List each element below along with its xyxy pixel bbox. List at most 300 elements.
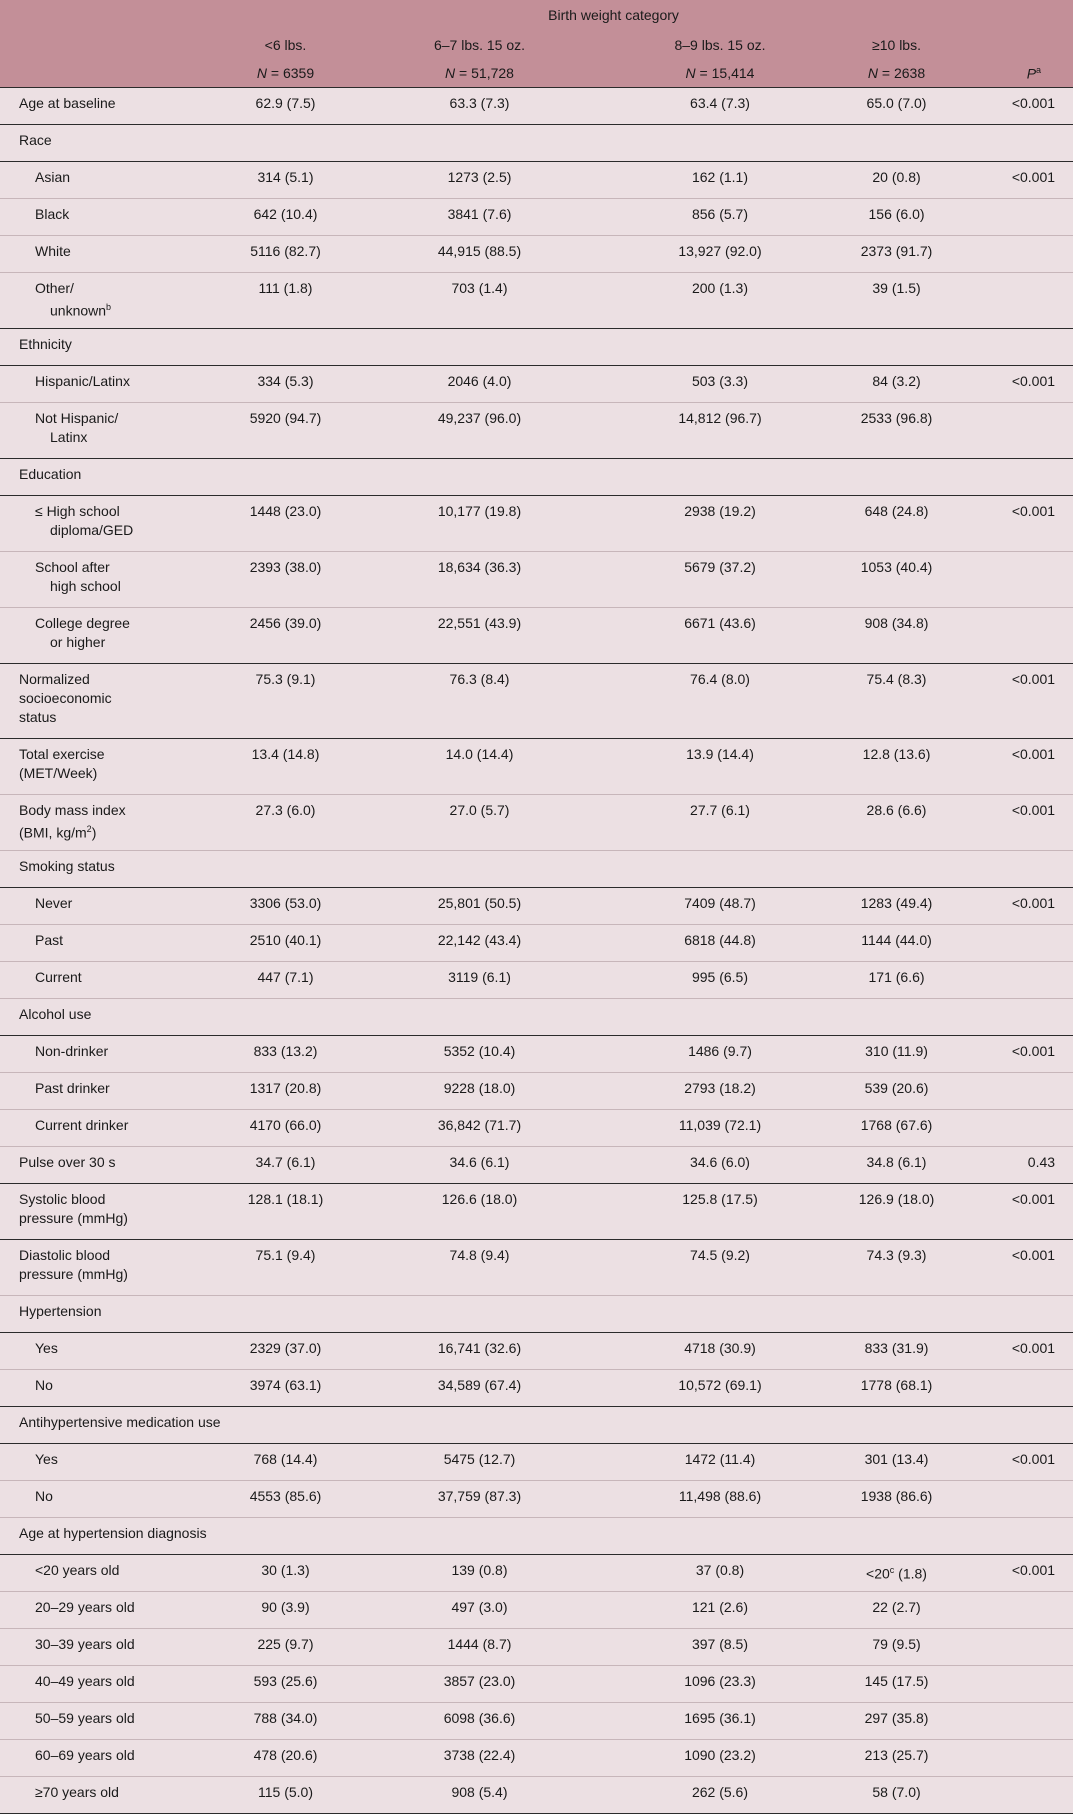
table-row bbox=[0, 125, 1073, 162]
value-cell bbox=[631, 1518, 809, 1555]
p-value-cell bbox=[984, 1592, 1073, 1629]
table-row bbox=[0, 236, 1073, 273]
n-value: N = 15,414 bbox=[631, 59, 809, 88]
row-label: Current bbox=[0, 962, 243, 999]
row-label: Total exercise (MET/Week) bbox=[0, 739, 243, 795]
table-row bbox=[0, 1518, 1073, 1555]
p-value-cell bbox=[984, 125, 1073, 162]
value-cell: 22 (2.7) bbox=[809, 1592, 984, 1629]
p-value-cell bbox=[984, 925, 1073, 962]
table-row bbox=[0, 273, 1073, 329]
value-cell: 128.1 (18.1) bbox=[243, 1184, 328, 1240]
value-cell: 593 (25.6) bbox=[243, 1666, 328, 1703]
value-cell: 478 (20.6) bbox=[243, 1740, 328, 1777]
value-cell: 856 (5.7) bbox=[631, 199, 809, 236]
value-cell: 1144 (44.0) bbox=[809, 925, 984, 962]
value-cell: 2046 (4.0) bbox=[328, 366, 631, 403]
value-cell: 65.0 (7.0) bbox=[809, 88, 984, 125]
p-value-cell bbox=[984, 273, 1073, 329]
table-row bbox=[0, 1592, 1073, 1629]
value-cell: $<20^c$ (1.8) bbox=[809, 1555, 984, 1592]
row-label: Normalized socioeconomic status bbox=[0, 664, 243, 739]
value-cell: 121 (2.6) bbox=[631, 1592, 809, 1629]
row-label: Non-drinker bbox=[0, 1036, 243, 1073]
value-cell: 14,812 (96.7) bbox=[631, 403, 809, 459]
row-label: Past drinker bbox=[0, 1073, 243, 1110]
value-cell: 62.9 (7.5) bbox=[243, 88, 328, 125]
value-cell bbox=[631, 1407, 809, 1444]
row-label: Alcohol use bbox=[0, 999, 243, 1036]
value-cell: 13.9 (14.4) bbox=[631, 739, 809, 795]
value-cell bbox=[328, 999, 631, 1036]
value-cell: 75.4 (8.3) bbox=[809, 664, 984, 739]
value-cell: 11,498 (88.6) bbox=[631, 1481, 809, 1518]
row-label: Black bbox=[0, 199, 243, 236]
header-blank bbox=[0, 0, 243, 30]
value-cell: 397 (8.5) bbox=[631, 1629, 809, 1666]
value-cell bbox=[631, 999, 809, 1036]
value-cell bbox=[243, 851, 328, 888]
column-header: 8–9 lbs. 15 oz. bbox=[631, 30, 809, 59]
value-cell: 13.4 (14.8) bbox=[243, 739, 328, 795]
value-cell bbox=[328, 1407, 631, 1444]
row-label: Age at hypertension diagnosis bbox=[0, 1518, 243, 1555]
value-cell bbox=[243, 329, 328, 366]
value-cell: 1053 (40.4) bbox=[809, 552, 984, 608]
p-value-cell: <0.001 bbox=[984, 739, 1073, 795]
value-cell: 84 (3.2) bbox=[809, 366, 984, 403]
table-row bbox=[0, 1110, 1073, 1147]
row-label: No bbox=[0, 1481, 243, 1518]
p-value-cell: <0.001 bbox=[984, 888, 1073, 925]
row-label: Other/ unknown$^b$ bbox=[0, 273, 243, 329]
value-cell: 63.3 (7.3) bbox=[328, 88, 631, 125]
value-cell: 162 (1.1) bbox=[631, 162, 809, 199]
row-label: College degree or higher bbox=[0, 608, 243, 664]
row-label: No bbox=[0, 1370, 243, 1407]
value-cell: 3857 (23.0) bbox=[328, 1666, 631, 1703]
value-cell: 1317 (20.8) bbox=[243, 1073, 328, 1110]
value-cell: 1273 (2.5) bbox=[328, 162, 631, 199]
table-row bbox=[0, 795, 1073, 851]
value-cell: 126.6 (18.0) bbox=[328, 1184, 631, 1240]
table-row bbox=[0, 888, 1073, 925]
table-row bbox=[0, 366, 1073, 403]
span-title: Birth weight category bbox=[548, 7, 679, 23]
value-cell bbox=[328, 851, 631, 888]
row-label: Not Hispanic/ Latinx bbox=[0, 403, 243, 459]
value-cell: 76.4 (8.0) bbox=[631, 664, 809, 739]
value-cell: 18,634 (36.3) bbox=[328, 552, 631, 608]
value-cell: 44,915 (88.5) bbox=[328, 236, 631, 273]
table-row bbox=[0, 1666, 1073, 1703]
value-cell: 34.7 (6.1) bbox=[243, 1147, 328, 1184]
value-cell: 139 (0.8) bbox=[328, 1555, 631, 1592]
value-cell: 79 (9.5) bbox=[809, 1629, 984, 1666]
value-cell: 30 (1.3) bbox=[243, 1555, 328, 1592]
value-cell: 642 (10.4) bbox=[243, 199, 328, 236]
value-cell: 90 (3.9) bbox=[243, 1592, 328, 1629]
value-cell: 5475 (12.7) bbox=[328, 1444, 631, 1481]
p-value-cell bbox=[984, 1296, 1073, 1333]
table-row bbox=[0, 1036, 1073, 1073]
row-label: Antihypertensive medication use bbox=[0, 1407, 243, 1444]
table-row bbox=[0, 88, 1073, 125]
p-value-cell: <0.001 bbox=[984, 1184, 1073, 1240]
row-label: Age at baseline bbox=[0, 88, 243, 125]
n-value: N = 51,728 bbox=[328, 59, 631, 88]
row-label: Pulse over 30 s bbox=[0, 1147, 243, 1184]
value-cell bbox=[243, 125, 328, 162]
value-cell: 34,589 (67.4) bbox=[328, 1370, 631, 1407]
value-cell: 833 (31.9) bbox=[809, 1333, 984, 1370]
value-cell bbox=[243, 459, 328, 496]
value-cell bbox=[243, 999, 328, 1036]
row-label: Education bbox=[0, 459, 243, 496]
table-row bbox=[0, 1703, 1073, 1740]
p-value-cell bbox=[984, 1370, 1073, 1407]
value-cell: 126.9 (18.0) bbox=[809, 1184, 984, 1240]
p-value-cell: <0.001 bbox=[984, 1555, 1073, 1592]
value-cell: 25,801 (50.5) bbox=[328, 888, 631, 925]
value-cell bbox=[631, 1296, 809, 1333]
value-cell: 10,177 (19.8) bbox=[328, 496, 631, 552]
value-cell bbox=[631, 851, 809, 888]
value-cell: 63.4 (7.3) bbox=[631, 88, 809, 125]
value-cell bbox=[243, 1296, 328, 1333]
value-cell: 34.8 (6.1) bbox=[809, 1147, 984, 1184]
value-cell bbox=[243, 1518, 328, 1555]
p-value-cell bbox=[984, 608, 1073, 664]
value-cell: 49,237 (96.0) bbox=[328, 403, 631, 459]
table-row bbox=[0, 851, 1073, 888]
header-blank-p bbox=[984, 30, 1073, 59]
value-cell bbox=[243, 1407, 328, 1444]
value-cell: 503 (3.3) bbox=[631, 366, 809, 403]
p-value-cell: <0.001 bbox=[984, 1036, 1073, 1073]
value-cell: 22,142 (43.4) bbox=[328, 925, 631, 962]
value-cell bbox=[328, 1518, 631, 1555]
row-label: Asian bbox=[0, 162, 243, 199]
n-value: N = 2638 bbox=[809, 59, 984, 88]
value-cell: 6671 (43.6) bbox=[631, 608, 809, 664]
row-label: Hypertension bbox=[0, 1296, 243, 1333]
row-label: Yes bbox=[0, 1333, 243, 1370]
row-label: 30–39 years old bbox=[0, 1629, 243, 1666]
p-value-cell: <0.001 bbox=[984, 664, 1073, 739]
p-value-cell bbox=[984, 1777, 1073, 1814]
value-cell: 74.3 (9.3) bbox=[809, 1240, 984, 1296]
p-value-cell bbox=[984, 1740, 1073, 1777]
row-label: White bbox=[0, 236, 243, 273]
row-label: Past bbox=[0, 925, 243, 962]
value-cell: 12.8 (13.6) bbox=[809, 739, 984, 795]
value-cell: 36,842 (71.7) bbox=[328, 1110, 631, 1147]
header-blank bbox=[0, 30, 243, 59]
table-row bbox=[0, 329, 1073, 366]
value-cell: 115 (5.0) bbox=[243, 1777, 328, 1814]
value-cell: 7409 (48.7) bbox=[631, 888, 809, 925]
value-cell: 6818 (44.8) bbox=[631, 925, 809, 962]
row-label: Smoking status bbox=[0, 851, 243, 888]
value-cell: 497 (3.0) bbox=[328, 1592, 631, 1629]
span-header bbox=[243, 0, 984, 30]
row-label: Systolic blood pressure (mmHg) bbox=[0, 1184, 243, 1240]
value-cell: 297 (35.8) bbox=[809, 1703, 984, 1740]
value-cell: 5116 (82.7) bbox=[243, 236, 328, 273]
value-cell: 1768 (67.6) bbox=[809, 1110, 984, 1147]
table-row bbox=[0, 1073, 1073, 1110]
row-label: Never bbox=[0, 888, 243, 925]
row-label: Body mass index (BMI, $kg/m^2$) bbox=[0, 795, 243, 851]
value-cell: 703 (1.4) bbox=[328, 273, 631, 329]
value-cell: 200 (1.3) bbox=[631, 273, 809, 329]
value-cell: 1444 (8.7) bbox=[328, 1629, 631, 1666]
table-row bbox=[0, 962, 1073, 999]
value-cell: 2393 (38.0) bbox=[243, 552, 328, 608]
value-cell: 1778 (68.1) bbox=[809, 1370, 984, 1407]
p-value-cell bbox=[984, 1110, 1073, 1147]
table-row bbox=[0, 1777, 1073, 1814]
p-value-cell bbox=[984, 1518, 1073, 1555]
p-value-cell: <0.001 bbox=[984, 162, 1073, 199]
value-cell: 3841 (7.6) bbox=[328, 199, 631, 236]
value-cell bbox=[631, 459, 809, 496]
p-value-cell bbox=[984, 236, 1073, 273]
value-cell: 28.6 (6.6) bbox=[809, 795, 984, 851]
value-cell: 2533 (96.8) bbox=[809, 403, 984, 459]
header-blank bbox=[0, 59, 243, 88]
row-label: Yes bbox=[0, 1444, 243, 1481]
table-row bbox=[0, 1370, 1073, 1407]
value-cell: 6098 (36.6) bbox=[328, 1703, 631, 1740]
value-cell: 111 (1.8) bbox=[243, 273, 328, 329]
value-cell: 833 (13.2) bbox=[243, 1036, 328, 1073]
table-row bbox=[0, 1555, 1073, 1592]
value-cell bbox=[328, 329, 631, 366]
header-blank-p bbox=[984, 0, 1073, 30]
table-header bbox=[0, 0, 1073, 88]
value-cell: 4718 (30.9) bbox=[631, 1333, 809, 1370]
value-cell: 1486 (9.7) bbox=[631, 1036, 809, 1073]
row-label: ≥70 years old bbox=[0, 1777, 243, 1814]
table-row bbox=[0, 739, 1073, 795]
table-row bbox=[0, 1184, 1073, 1240]
p-value-cell bbox=[984, 1073, 1073, 1110]
value-cell: 37,759 (87.3) bbox=[328, 1481, 631, 1518]
value-cell: 1096 (23.3) bbox=[631, 1666, 809, 1703]
column-header: <6 lbs. bbox=[243, 30, 328, 59]
value-cell: 27.3 (6.0) bbox=[243, 795, 328, 851]
table-row bbox=[0, 1240, 1073, 1296]
p-value-cell bbox=[984, 403, 1073, 459]
value-cell bbox=[809, 999, 984, 1036]
table-row bbox=[0, 459, 1073, 496]
value-cell: 3306 (53.0) bbox=[243, 888, 328, 925]
value-cell bbox=[328, 459, 631, 496]
value-cell: 648 (24.8) bbox=[809, 496, 984, 552]
value-cell: 20 (0.8) bbox=[809, 162, 984, 199]
value-cell: 27.0 (5.7) bbox=[328, 795, 631, 851]
value-cell: 11,039 (72.1) bbox=[631, 1110, 809, 1147]
table-row bbox=[0, 1444, 1073, 1481]
value-cell bbox=[631, 125, 809, 162]
value-cell: 1472 (11.4) bbox=[631, 1444, 809, 1481]
value-cell: 447 (7.1) bbox=[243, 962, 328, 999]
value-cell: 16,741 (32.6) bbox=[328, 1333, 631, 1370]
row-label: <20 years old bbox=[0, 1555, 243, 1592]
row-label: Ethnicity bbox=[0, 329, 243, 366]
value-cell: 788 (34.0) bbox=[243, 1703, 328, 1740]
table-row bbox=[0, 1147, 1073, 1184]
value-cell: 39 (1.5) bbox=[809, 273, 984, 329]
p-value-cell bbox=[984, 962, 1073, 999]
table-row bbox=[0, 925, 1073, 962]
value-cell: 1090 (23.2) bbox=[631, 1740, 809, 1777]
p-value-cell: 0.43 bbox=[984, 1147, 1073, 1184]
table-row bbox=[0, 608, 1073, 664]
value-cell bbox=[631, 329, 809, 366]
value-cell: 125.8 (17.5) bbox=[631, 1184, 809, 1240]
p-value-cell bbox=[984, 1629, 1073, 1666]
p-value-cell bbox=[984, 199, 1073, 236]
value-cell: 9228 (18.0) bbox=[328, 1073, 631, 1110]
p-value-cell bbox=[984, 851, 1073, 888]
value-cell: 22,551 (43.9) bbox=[328, 608, 631, 664]
table-body bbox=[0, 88, 1073, 1814]
value-cell bbox=[809, 1296, 984, 1333]
table-row bbox=[0, 162, 1073, 199]
value-cell bbox=[809, 1518, 984, 1555]
value-cell: 58 (7.0) bbox=[809, 1777, 984, 1814]
value-cell bbox=[809, 125, 984, 162]
row-label: 20–29 years old bbox=[0, 1592, 243, 1629]
value-cell: 539 (20.6) bbox=[809, 1073, 984, 1110]
value-cell: 768 (14.4) bbox=[243, 1444, 328, 1481]
table-row bbox=[0, 1740, 1073, 1777]
p-value-cell: <0.001 bbox=[984, 795, 1073, 851]
p-value-cell bbox=[984, 329, 1073, 366]
value-cell: 225 (9.7) bbox=[243, 1629, 328, 1666]
value-cell: 3738 (22.4) bbox=[328, 1740, 631, 1777]
value-cell: 34.6 (6.1) bbox=[328, 1147, 631, 1184]
p-value-cell bbox=[984, 1703, 1073, 1740]
row-label: 40–49 years old bbox=[0, 1666, 243, 1703]
value-cell bbox=[809, 1407, 984, 1444]
value-cell: 2373 (91.7) bbox=[809, 236, 984, 273]
value-cell: 34.6 (6.0) bbox=[631, 1147, 809, 1184]
value-cell: 74.8 (9.4) bbox=[328, 1240, 631, 1296]
value-cell bbox=[809, 329, 984, 366]
value-cell bbox=[328, 125, 631, 162]
row-label: 60–69 years old bbox=[0, 1740, 243, 1777]
p-value-cell: <0.001 bbox=[984, 1333, 1073, 1370]
value-cell: 74.5 (9.2) bbox=[631, 1240, 809, 1296]
p-value-cell: <0.001 bbox=[984, 496, 1073, 552]
value-cell: 301 (13.4) bbox=[809, 1444, 984, 1481]
row-label: School after high school bbox=[0, 552, 243, 608]
p-value-cell: <0.001 bbox=[984, 1240, 1073, 1296]
row-label: Diastolic blood pressure (mmHg) bbox=[0, 1240, 243, 1296]
value-cell: 1448 (23.0) bbox=[243, 496, 328, 552]
value-cell bbox=[328, 1296, 631, 1333]
value-cell: 3119 (6.1) bbox=[328, 962, 631, 999]
p-value-header: $P^a$ bbox=[984, 59, 1073, 88]
value-cell: 2329 (37.0) bbox=[243, 1333, 328, 1370]
value-cell: 2510 (40.1) bbox=[243, 925, 328, 962]
value-cell: 213 (25.7) bbox=[809, 1740, 984, 1777]
table-row bbox=[0, 496, 1073, 552]
value-cell: 75.3 (9.1) bbox=[243, 664, 328, 739]
table-row bbox=[0, 1629, 1073, 1666]
table-row bbox=[0, 1333, 1073, 1370]
value-cell: 310 (11.9) bbox=[809, 1036, 984, 1073]
table-row bbox=[0, 199, 1073, 236]
value-cell: 995 (6.5) bbox=[631, 962, 809, 999]
table-row bbox=[0, 1296, 1073, 1333]
value-cell: 14.0 (14.4) bbox=[328, 739, 631, 795]
value-cell: 1695 (36.1) bbox=[631, 1703, 809, 1740]
column-header: 6–7 lbs. 15 oz. bbox=[328, 30, 631, 59]
p-value-cell bbox=[984, 1407, 1073, 1444]
value-cell: 1938 (86.6) bbox=[809, 1481, 984, 1518]
p-value-cell bbox=[984, 459, 1073, 496]
p-value-cell: <0.001 bbox=[984, 1444, 1073, 1481]
value-cell: 2938 (19.2) bbox=[631, 496, 809, 552]
row-label: Current drinker bbox=[0, 1110, 243, 1147]
row-label: ≤ High school diploma/GED bbox=[0, 496, 243, 552]
value-cell: 262 (5.6) bbox=[631, 1777, 809, 1814]
row-label: Race bbox=[0, 125, 243, 162]
value-cell: 908 (34.8) bbox=[809, 608, 984, 664]
column-header: ≥10 lbs. bbox=[809, 30, 984, 59]
table-row bbox=[0, 999, 1073, 1036]
value-cell: 2456 (39.0) bbox=[243, 608, 328, 664]
value-cell: 37 (0.8) bbox=[631, 1555, 809, 1592]
value-cell: 334 (5.3) bbox=[243, 366, 328, 403]
p-value-cell bbox=[984, 1666, 1073, 1703]
p-value-cell bbox=[984, 1481, 1073, 1518]
value-cell bbox=[809, 851, 984, 888]
n-value: N = 6359 bbox=[243, 59, 328, 88]
value-cell: 156 (6.0) bbox=[809, 199, 984, 236]
value-cell: 76.3 (8.4) bbox=[328, 664, 631, 739]
table-row bbox=[0, 552, 1073, 608]
value-cell: 314 (5.1) bbox=[243, 162, 328, 199]
value-cell: 5352 (10.4) bbox=[328, 1036, 631, 1073]
row-label: Hispanic/Latinx bbox=[0, 366, 243, 403]
value-cell: 10,572 (69.1) bbox=[631, 1370, 809, 1407]
value-cell: 13,927 (92.0) bbox=[631, 236, 809, 273]
p-value-cell: <0.001 bbox=[984, 88, 1073, 125]
table-row bbox=[0, 664, 1073, 739]
value-cell: 1283 (49.4) bbox=[809, 888, 984, 925]
table-row bbox=[0, 403, 1073, 459]
value-cell: 27.7 (6.1) bbox=[631, 795, 809, 851]
value-cell: 4170 (66.0) bbox=[243, 1110, 328, 1147]
value-cell: 75.1 (9.4) bbox=[243, 1240, 328, 1296]
p-value-cell bbox=[984, 999, 1073, 1036]
value-cell: 171 (6.6) bbox=[809, 962, 984, 999]
value-cell: 908 (5.4) bbox=[328, 1777, 631, 1814]
value-cell: 3974 (63.1) bbox=[243, 1370, 328, 1407]
value-cell: 145 (17.5) bbox=[809, 1666, 984, 1703]
value-cell bbox=[809, 459, 984, 496]
p-value-cell: <0.001 bbox=[984, 366, 1073, 403]
row-label: 50–59 years old bbox=[0, 1703, 243, 1740]
p-value-cell bbox=[984, 552, 1073, 608]
value-cell: 5679 (37.2) bbox=[631, 552, 809, 608]
